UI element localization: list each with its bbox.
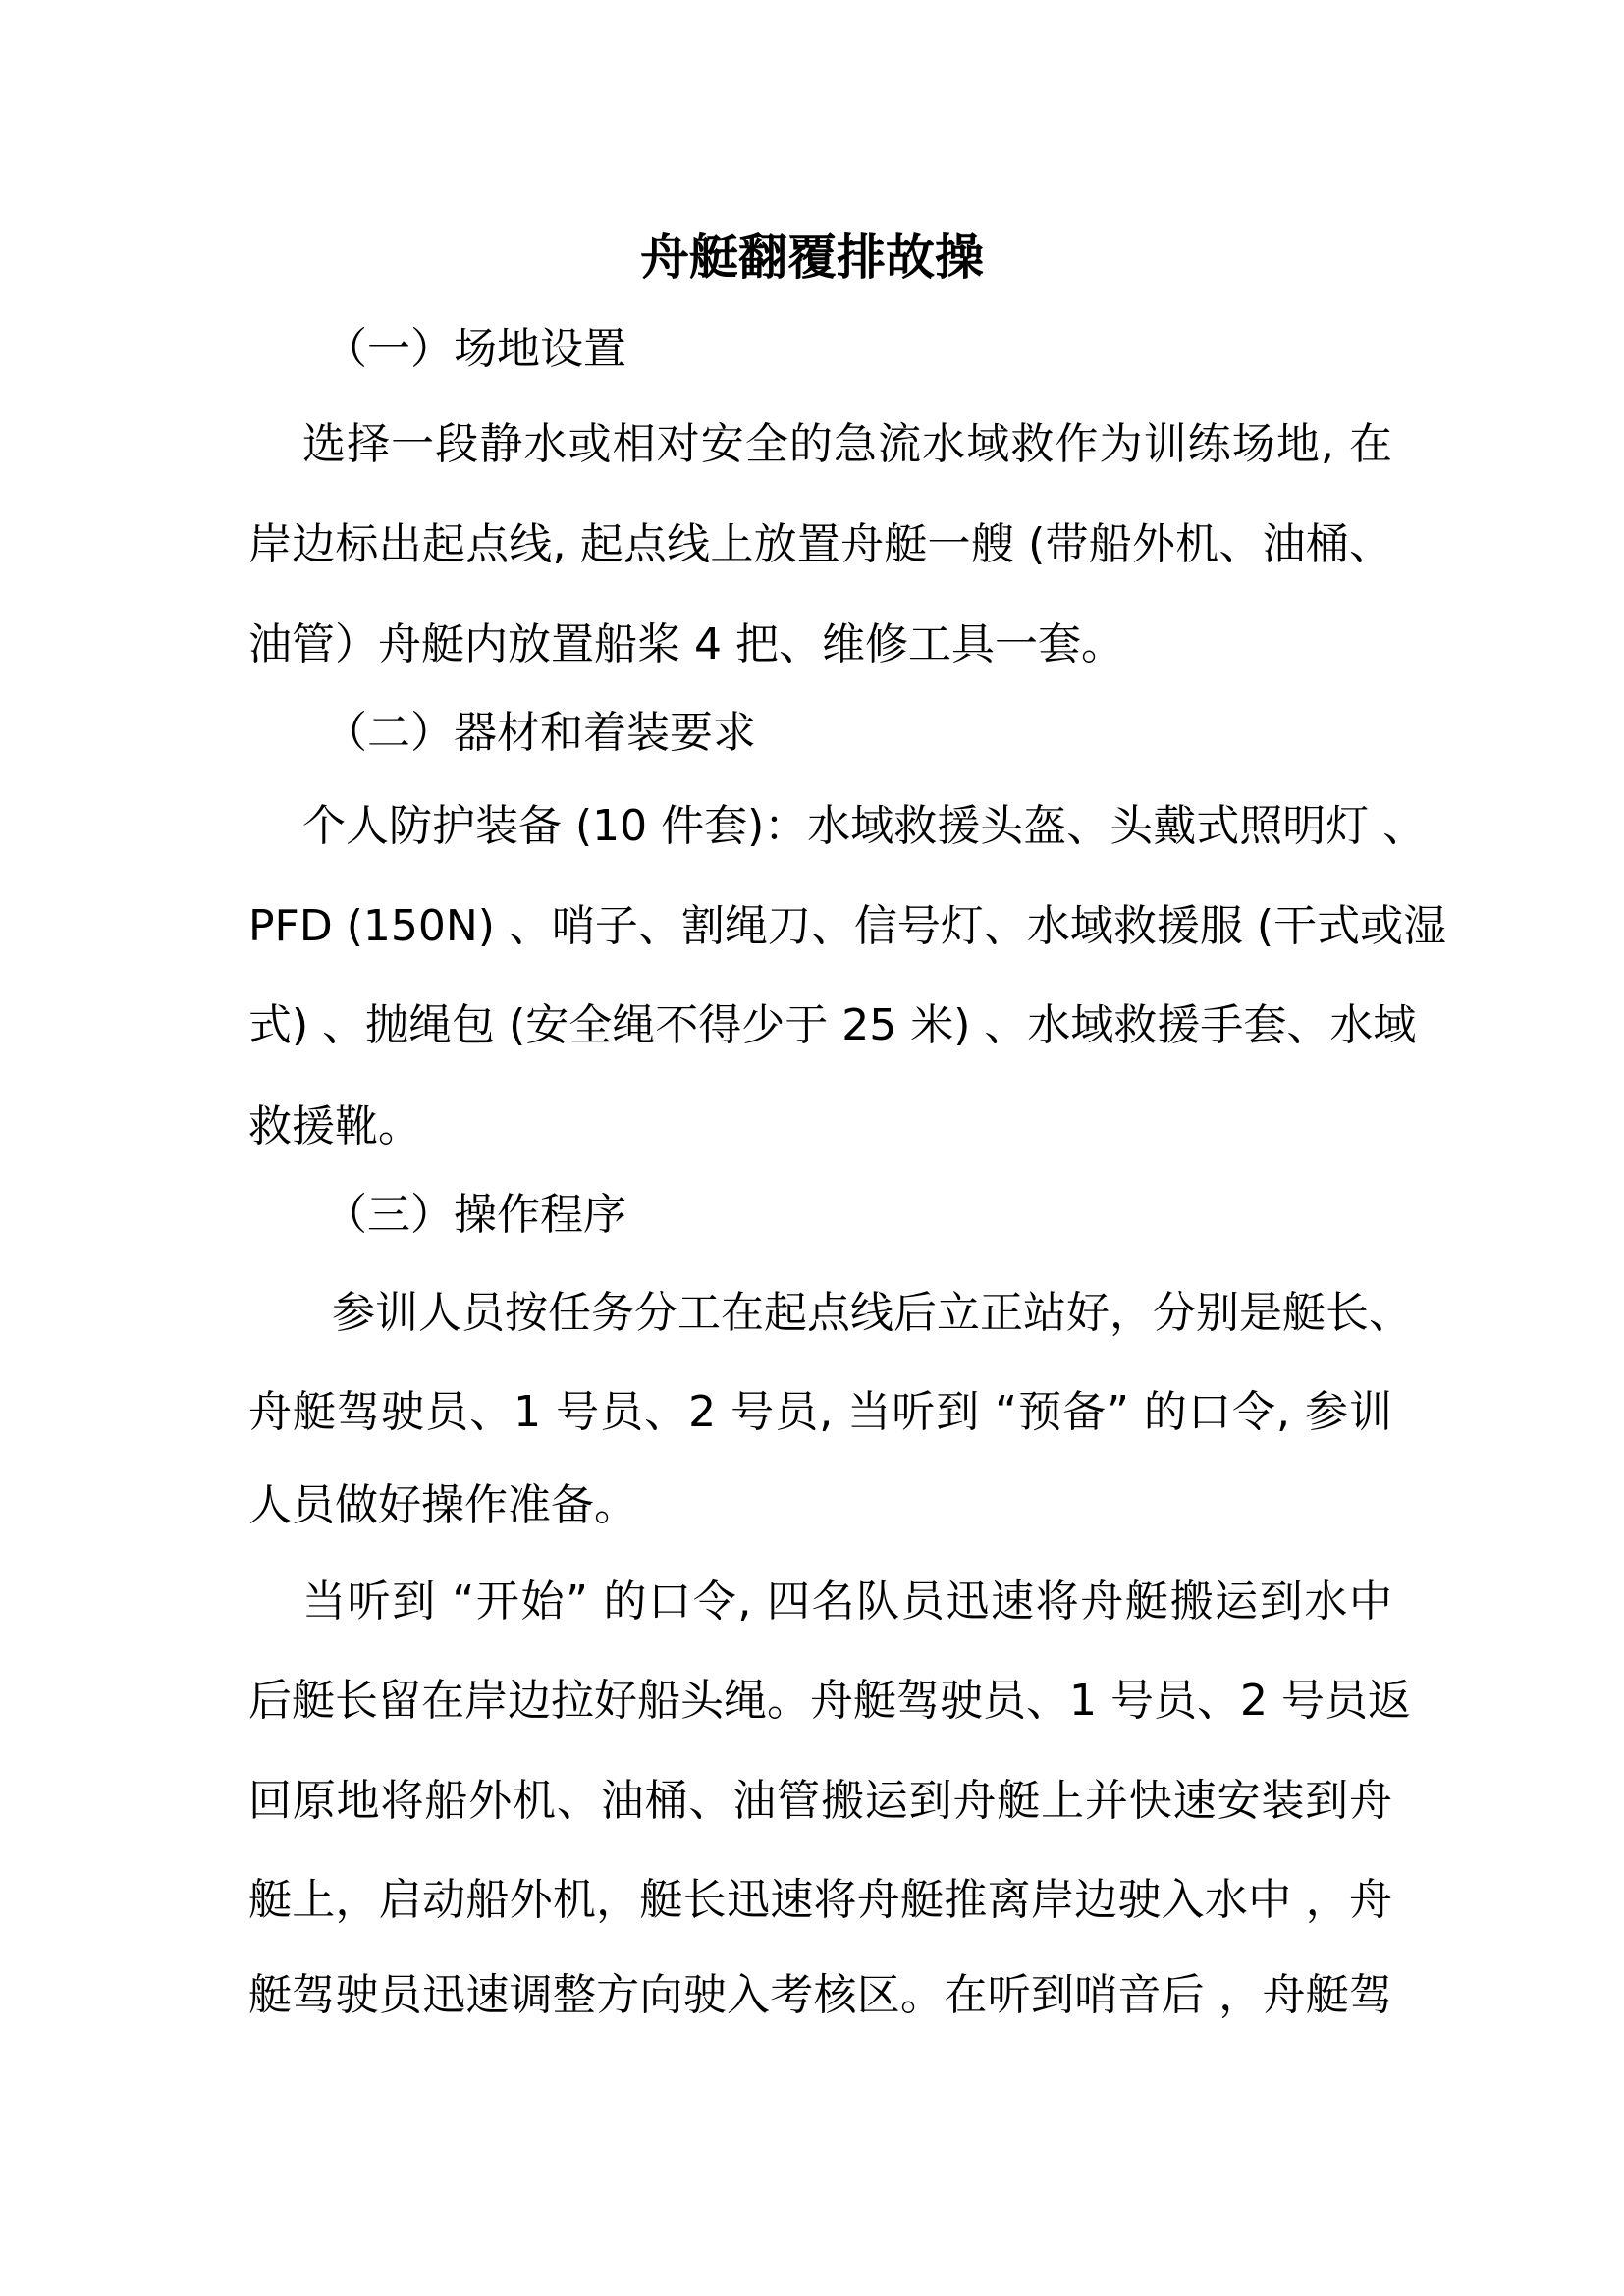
paragraph-line: 油管）舟艇内放置船桨 4 把、维修工具一套。 <box>248 619 1124 669</box>
paragraph-line: 个人防护装备 (10 件套)：水域救援头盔、头戴式照明灯 、 <box>302 801 1427 851</box>
paragraph-line: 回原地将船外机、油桶、油管搬运到舟艇上并快速安装到舟 <box>248 1776 1392 1826</box>
section-heading-3: （三）操作程序 <box>324 1190 626 1240</box>
document-title: 舟艇翻覆排故操 <box>640 229 984 286</box>
paragraph-line: 舟艇驾驶员、1 号员、2 号员, 当听到 “预备” 的口令, 参训 <box>248 1387 1392 1437</box>
section-heading-2: （二）器材和着装要求 <box>324 708 756 758</box>
paragraph-line: 艇驾驶员迅速调整方向驶入考核区。在听到哨音后 ，舟艇驾 <box>248 1970 1392 2020</box>
paragraph-line: 参训人员按任务分工在起点线后立正站好，分别是艇长、 <box>332 1288 1412 1338</box>
paragraph-line: 救援靴。 <box>248 1101 421 1151</box>
section-heading-1: （一）场地设置 <box>324 324 626 374</box>
paragraph-line: 人员做好操作准备。 <box>248 1480 637 1530</box>
paragraph-line: 式) 、抛绳包 (安全绳不得少于 25 米) 、水域救援手套、水域 <box>248 1000 1417 1050</box>
paragraph-line: 艇上，启动船外机，艇长迅速将舟艇推离岸边驶入水中 ，舟 <box>248 1875 1392 1925</box>
paragraph-line: 选择一段静水或相对安全的急流水域救作为训练场地, 在 <box>302 419 1392 469</box>
paragraph-line: PFD (150N) 、哨子、割绳刀、信号灯、水域救援服 (干式或湿 <box>248 901 1447 951</box>
paragraph-line: 岸边标出起点线, 起点线上放置舟艇一艘 (带船外机、油桶、 <box>248 519 1392 569</box>
paragraph-line: 后艇长留在岸边拉好船头绳。舟艇驾驶员、1 号员、2 号员返 <box>248 1676 1411 1726</box>
paragraph-line: 当听到 “开始” 的口令, 四名队员迅速将舟艇搬运到水中 <box>302 1576 1392 1627</box>
